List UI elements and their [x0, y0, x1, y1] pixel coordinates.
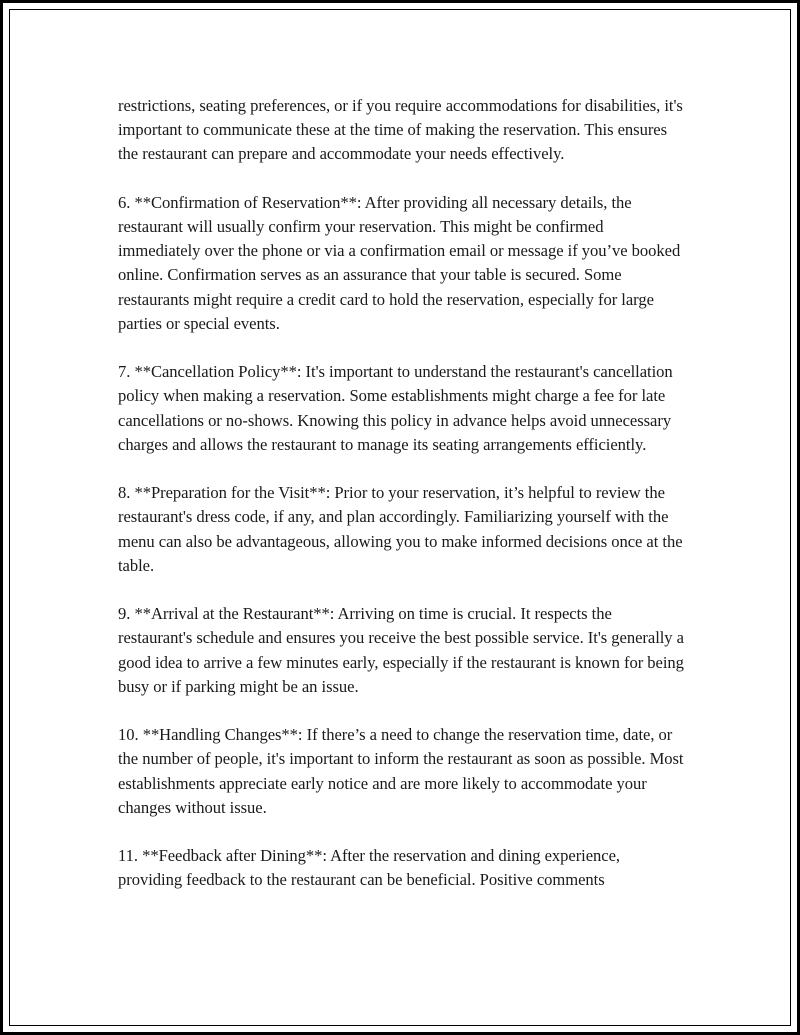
paragraph-handling-changes: 10. **Handling Changes**: If there’s a need to change the reservation time, date, or the number of people, it's important to inform the restaurant as soon as possible. Most establishments appreciate early notice and are more likely to accommodate your changes without issue.: [118, 725, 684, 817]
paragraph-cancellation-policy: 7. **Cancellation Policy**: It's important to understand the restaurant's cancellation policy when making a reservation. Some establishments might charge a fee for late cancellations or no-shows. Knowing this policy in advance helps avoid unnecessary charges and allows the restaurant to manage its seating arrangements efficiently.: [118, 362, 673, 454]
paragraph-dietary-continuation: restrictions, seating preferences, or if you require accommodations for disabilities, it's important to communicate these at the time of making the reservation. This ensures the restaurant can prepare and accommodate your needs effectively.: [118, 96, 683, 164]
document-body: [118, 94, 684, 917]
paragraph-preparation-for-visit: 8. **Preparation for the Visit**: Prior to your reservation, it’s helpful to review the restaurant's dress code, if any, and plan accordingly. Familiarizing yourself with the menu can also be advantageous, allowing you to make informed decisions once at the table.: [118, 483, 683, 575]
paragraph-confirmation-of-reservation: 6. **Confirmation of Reservation**: After providing all necessary details, the restaurant will usually confirm your reservation. This might be confirmed immediately over the phone or via a confirmation email or message if you’ve booked online. Confirmation serves as an assurance that your table is secured. Some restaurants might require a credit card to hold the reservation, especially for large parties or special events.: [118, 192, 681, 333]
paragraph-arrival-at-restaurant: 9. **Arrival at the Restaurant**: Arriving on time is crucial. It respects the restaurant's schedule and ensures you receive the best possible service. It's generally a good idea to arrive a few minutes early, especially if the restaurant is known for being busy or if parking might be an issue.: [118, 604, 684, 696]
paragraph-feedback-after-dining: 11. **Feedback after Dining**: After the reservation and dining experience, providing feedback to the restaurant can be beneficial. Positive comments: [118, 846, 621, 890]
